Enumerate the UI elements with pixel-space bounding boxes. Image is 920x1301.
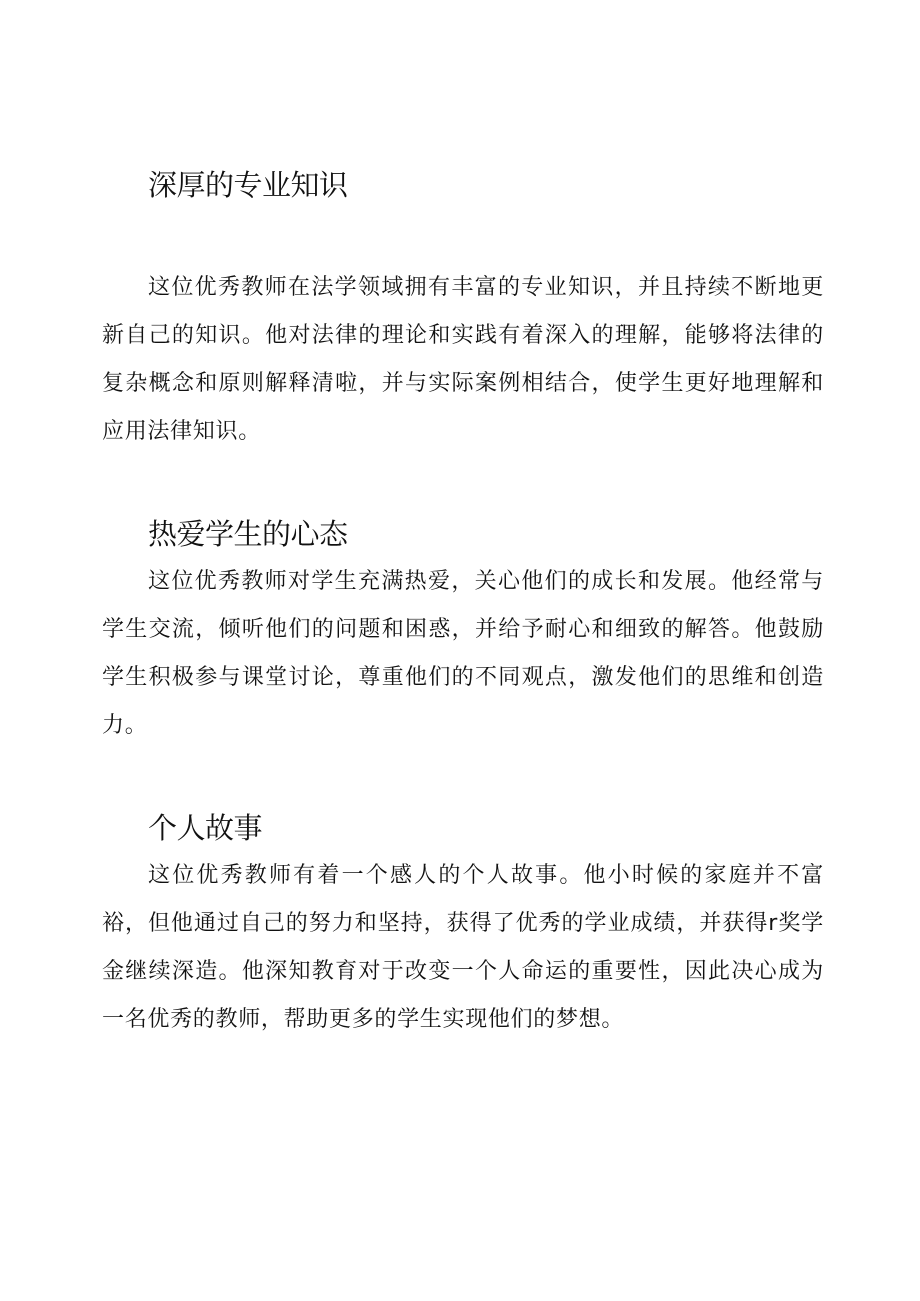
section-heading-personal-story: 个人故事	[148, 811, 263, 845]
section-paragraph-personal-story: 这位优秀教师有着一个感人的个人故事。他小时候的家庭并不富裕，但他通过自己的努力和坚持，获得了优秀的学业成绩，并获得r奖学金继续深造。他深知教育对于改变一个人命运的重要性，因此决心成为一名优秀的教师，帮助更多的学生实现他们的梦想。	[102, 863, 824, 1032]
section-heading-love-for-students: 热爱学生的心态	[148, 517, 348, 551]
section-paragraph-expertise: 这位优秀教师在法学领域拥有丰富的专业知识，并且持续不断地更新自己的知识。他对法律的理论和实践有着深入的理解，能够将法律的复杂概念和原则解释清啦，并与实际案例相结合，使学生更好地理解和应用法律知识。	[102, 275, 824, 444]
section-heading-expertise: 深厚的专业知识	[148, 168, 348, 202]
section-paragraph-love-for-students: 这位优秀教师对学生充满热爱，关心他们的成长和发展。他经常与学生交流，倾听他们的问题和困惑，并给予耐心和细致的解答。他鼓励学生积极参与课堂讨论，尊重他们的不同观点，激发他们的思维和创造力。	[102, 569, 824, 738]
